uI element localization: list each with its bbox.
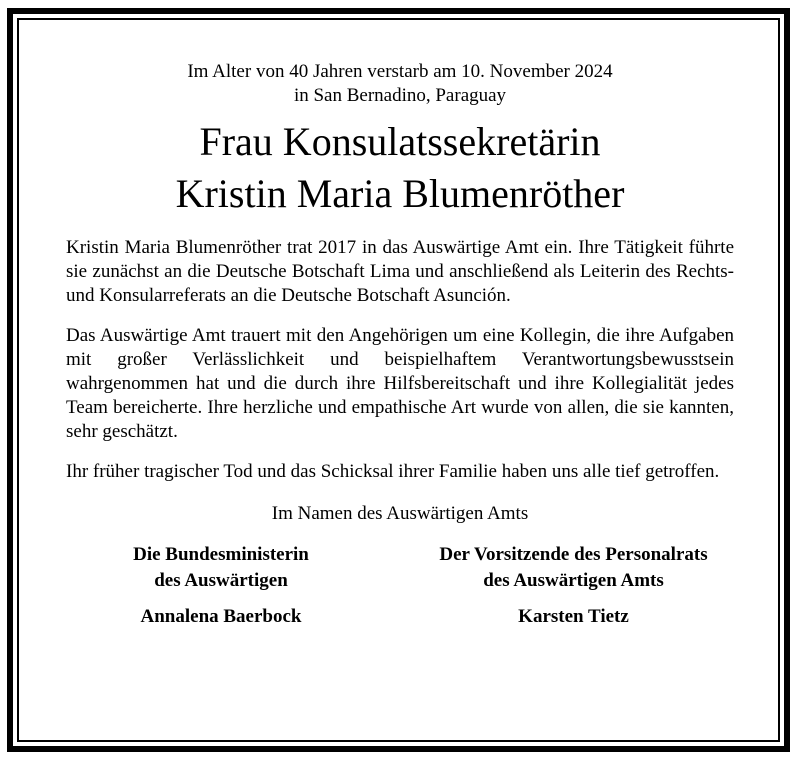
signature-left	[66, 542, 376, 630]
signature-left-role-1: Die Bundesministerin	[133, 544, 309, 565]
obituary-content	[66, 60, 734, 652]
title-line-1: Frau Konsulatssekretärin	[199, 119, 601, 164]
paragraph-career: Kristin Maria Blumenröther trat 2017 in das Auswärtige Amt ein. Ihre Tätigkeit führte sie zunächst an die Deutsche Botschaft Lima und anschließend als Leiterin des Rechts- und Konsularreferats an die Deutsche Botschaft Asunción.	[66, 237, 734, 306]
paragraph-condolence: Ihr früher tragischer Tod und das Schicksal ihrer Familie haben uns alle tief getroffen.	[66, 461, 720, 482]
title-line-2: Kristin Maria Blumenröther	[175, 171, 625, 216]
signature-right-role-2: des Auswärtigen Amts	[483, 570, 664, 591]
signature-left-name: Annalena Baerbock	[140, 606, 302, 627]
intro-line-2: in San Bernadino, Paraguay	[293, 85, 507, 106]
signature-right-name: Karsten Tietz	[518, 606, 629, 627]
signatures	[66, 542, 734, 652]
paragraph-tribute: Das Auswärtige Amt trauert mit den Angehörigen um eine Kollegin, die ihre Aufgaben mit großer Verlässlichkeit und beispielhaftem Verantwortungsbewusstsein wahrgenommen hat und die durch ihre Hilfsbereitschaft und ihre Kollegialität jedes Team bereicherte. Ihre herzliche und empathische Art wurde von allen, die sie kannten, sehr geschätzt.	[66, 325, 734, 442]
signature-right	[396, 542, 751, 630]
closing-line: Im Namen des Auswärtigen Amts	[271, 503, 529, 524]
intro-line-1: Im Alter von 40 Jahren verstarb am 10. November 2024	[187, 61, 613, 82]
signature-left-role-2: des Auswärtigen	[154, 570, 288, 591]
intro	[66, 60, 734, 108]
signature-right-role-1: Der Vorsitzende des Personalrats	[439, 544, 708, 565]
deceased-title	[66, 116, 734, 220]
